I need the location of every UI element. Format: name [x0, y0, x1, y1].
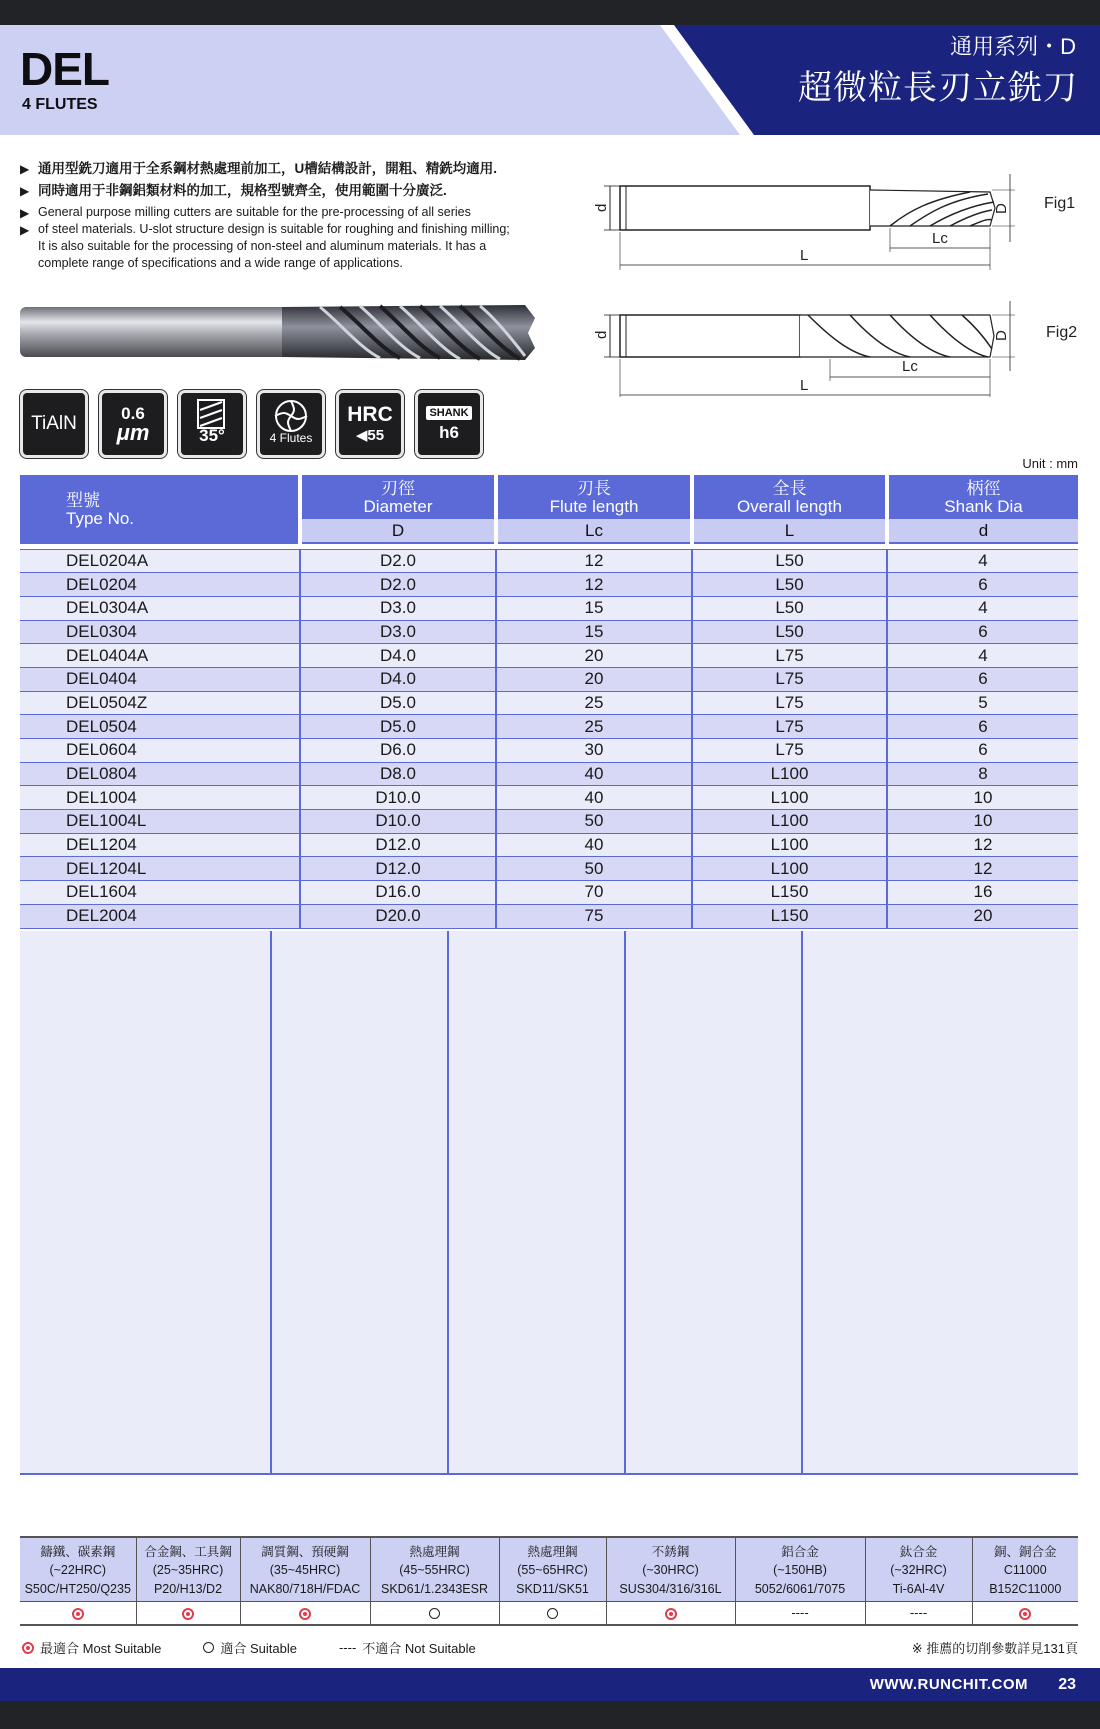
- top-dark-bar: [0, 0, 1100, 25]
- cell-shank-dia: 6: [887, 620, 1078, 644]
- cell-flute-length: 12: [496, 573, 692, 597]
- material-cell: 鈦合金 (~32HRC) Ti-6Al-4V: [865, 1537, 972, 1601]
- bullet-triangle-icon: ▶: [20, 162, 30, 176]
- unit-label: Unit : mm: [1022, 456, 1078, 471]
- desc-en-2: ▶ of steel materials. U-slot structure design is suitable for roughing and finishing milling;: [20, 222, 510, 237]
- bottom-dark-bar: [0, 1701, 1100, 1729]
- most-suitable-icon: [665, 1608, 677, 1620]
- most-suitable-icon: [22, 1642, 34, 1654]
- table-row: [20, 739, 1078, 763]
- cell-overall-length: L50: [692, 549, 887, 573]
- fig2-dim-lc: Lc: [902, 358, 918, 375]
- col-header-shank-dia: 柄徑 Shank Dia: [887, 475, 1078, 519]
- table-row: [20, 691, 1078, 715]
- fig2-dim-l: L: [800, 377, 809, 394]
- fig1-dim-l: L: [800, 247, 809, 264]
- cell-shank-dia: 6: [887, 739, 1078, 763]
- four-flute-cross-section-icon: [273, 399, 309, 433]
- desc-en-3: It is also suitable for the processing of non-steel and aluminum materials. It has a: [38, 239, 487, 253]
- table-empty-area: [20, 931, 1078, 1475]
- material-cell: 熱處理鋼 (55~65HRC) SKD11/SK51: [499, 1537, 606, 1601]
- website-url: WWW.RUNCHIT.COM: [869, 1676, 1028, 1693]
- cell-flute-length: 40: [496, 833, 692, 857]
- cell-shank-dia: 4: [887, 549, 1078, 573]
- cell-diameter: D20.0: [300, 904, 496, 928]
- table-row: [20, 762, 1078, 786]
- cell-type: DEL0604: [20, 739, 300, 763]
- fig2-drawing: [590, 297, 1020, 397]
- cell-shank-dia: 5: [887, 691, 1078, 715]
- shank-tolerance-badge: SHANK h6: [415, 390, 483, 458]
- helix-angle-badge: 35°: [178, 390, 246, 458]
- cell-diameter: D8.0: [300, 762, 496, 786]
- table-row: [20, 833, 1078, 857]
- hardness-badge: HRC ◀55: [336, 390, 404, 458]
- grain-size-badge: 0.6 μm: [99, 390, 167, 458]
- cell-diameter: D5.0: [300, 715, 496, 739]
- table-row: [20, 644, 1078, 668]
- material-cell: 調質鋼、預硬鋼 (35~45HRC) NAK80/718H/FDAC: [240, 1537, 370, 1601]
- cell-flute-length: 70: [496, 881, 692, 905]
- cell-flute-length: 25: [496, 715, 692, 739]
- not-suitable-icon: ----: [909, 1605, 928, 1621]
- cell-overall-length: L75: [692, 667, 887, 691]
- cell-diameter: D5.0: [300, 691, 496, 715]
- cell-shank-dia: 4: [887, 596, 1078, 620]
- cell-overall-length: L100: [692, 857, 887, 881]
- cell-flute-length: 40: [496, 762, 692, 786]
- cell-shank-dia: 16: [887, 881, 1078, 905]
- fig1-dim-D: D: [993, 203, 1010, 214]
- cell-type: DEL0404A: [20, 644, 300, 668]
- cell-overall-length: L50: [692, 620, 887, 644]
- cell-type: DEL2004: [20, 904, 300, 928]
- cell-type: DEL0204A: [20, 549, 300, 573]
- rating-cell: [972, 1601, 1078, 1625]
- col-header-type: 型號 Type No.: [20, 475, 300, 543]
- suitable-icon: [429, 1608, 440, 1619]
- fig1-drawing: [590, 170, 1020, 270]
- legend-most: 最適合 Most Suitable: [40, 1641, 162, 1656]
- cell-overall-length: L50: [692, 596, 887, 620]
- cell-flute-length: 20: [496, 644, 692, 668]
- cell-overall-length: L100: [692, 786, 887, 810]
- fig1-dim-d: d: [593, 203, 610, 212]
- cell-type: DEL1204L: [20, 857, 300, 881]
- most-suitable-icon: [1019, 1608, 1031, 1620]
- rating-cell: [136, 1601, 240, 1625]
- cell-diameter: D2.0: [300, 549, 496, 573]
- page-number: 23: [1058, 1676, 1076, 1693]
- cell-flute-length: 40: [496, 786, 692, 810]
- cell-flute-length: 25: [496, 691, 692, 715]
- table-row: [20, 904, 1078, 928]
- table-row: [20, 573, 1078, 597]
- cell-overall-length: L100: [692, 833, 887, 857]
- cell-diameter: D10.0: [300, 786, 496, 810]
- table-row: [20, 881, 1078, 905]
- cell-type: DEL0304A: [20, 596, 300, 620]
- cutting-params-note: ※ 推薦的切削參數詳見131頁: [911, 1641, 1078, 1656]
- table-row: [20, 596, 1078, 620]
- not-suitable-icon: ----: [791, 1605, 809, 1621]
- flute-count: 4 FLUTES: [22, 96, 98, 113]
- cell-overall-length: L50: [692, 573, 887, 597]
- col-symbol-Lc: Lc: [496, 519, 692, 543]
- col-header-overall-length: 全長 Overall length: [692, 475, 887, 519]
- table-row: [20, 857, 1078, 881]
- fig1-label: Fig1: [1044, 195, 1076, 212]
- desc-en-1: ▶ General purpose milling cutters are suitable for the pre-processing of all series: [20, 205, 471, 220]
- cell-shank-dia: 6: [887, 667, 1078, 691]
- material-cell: 不銹鋼 (~30HRC) SUS304/316/316L: [606, 1537, 735, 1601]
- cell-flute-length: 75: [496, 904, 692, 928]
- col-symbol-D: D: [300, 519, 496, 543]
- rating-cell: [499, 1601, 606, 1625]
- col-symbol-L: L: [692, 519, 887, 543]
- legend: [22, 1638, 476, 1657]
- cell-shank-dia: 12: [887, 857, 1078, 881]
- cell-type: DEL1004: [20, 786, 300, 810]
- cell-flute-length: 50: [496, 857, 692, 881]
- col-header-diameter: 刃徑 Diameter: [300, 475, 496, 519]
- table-row: [20, 715, 1078, 739]
- cell-shank-dia: 10: [887, 810, 1078, 834]
- cell-type: DEL1004L: [20, 810, 300, 834]
- rating-cell: [606, 1601, 735, 1625]
- end-mill-photo: [20, 298, 540, 368]
- material-cell: 鋁合金 (~150HB) 5052/6061/7075: [735, 1537, 865, 1601]
- col-symbol-d: d: [887, 519, 1078, 543]
- cell-type: DEL0404: [20, 667, 300, 691]
- most-suitable-icon: [182, 1608, 194, 1620]
- material-cell: 合金鋼、工具鋼 (25~35HRC) P20/H13/D2: [136, 1537, 240, 1601]
- cell-diameter: D4.0: [300, 667, 496, 691]
- cell-overall-length: L100: [692, 810, 887, 834]
- cell-flute-length: 30: [496, 739, 692, 763]
- table-row: [20, 620, 1078, 644]
- cell-diameter: D4.0: [300, 644, 496, 668]
- suitable-icon: [547, 1608, 558, 1619]
- cell-diameter: D2.0: [300, 573, 496, 597]
- cell-overall-length: L75: [692, 715, 887, 739]
- cell-flute-length: 12: [496, 549, 692, 573]
- cell-shank-dia: 12: [887, 833, 1078, 857]
- table-row: [20, 786, 1078, 810]
- cell-flute-length: 20: [496, 667, 692, 691]
- cell-overall-length: L150: [692, 881, 887, 905]
- cell-type: DEL0504: [20, 715, 300, 739]
- cell-overall-length: L150: [692, 904, 887, 928]
- cell-diameter: D10.0: [300, 810, 496, 834]
- cell-type: DEL1604: [20, 881, 300, 905]
- rating-cell: [370, 1601, 499, 1625]
- rating-cell: [865, 1601, 972, 1625]
- fig2-label: Fig2: [1046, 324, 1078, 341]
- most-suitable-icon: [72, 1608, 84, 1620]
- legend-suitable: 適合 Suitable: [220, 1641, 297, 1656]
- cell-diameter: D6.0: [300, 739, 496, 763]
- cell-shank-dia: 8: [887, 762, 1078, 786]
- cell-diameter: D12.0: [300, 857, 496, 881]
- series-label: 通用系列・D: [950, 34, 1076, 59]
- desc-cn-2: ▶ 同時適用于非鋼鋁類材料的加工，規格型號齊全，使用範圍十分廣泛.: [20, 183, 447, 198]
- table-row: [20, 549, 1078, 573]
- product-title: 超微粒長刃立銑刀: [798, 69, 1078, 107]
- cell-overall-length: L75: [692, 739, 887, 763]
- table-row: [20, 810, 1078, 834]
- table-row: [20, 667, 1078, 691]
- cell-flute-length: 15: [496, 596, 692, 620]
- most-suitable-icon: [299, 1608, 311, 1620]
- material-cell: 熱處理鋼 (45~55HRC) SKD61/1.2343ESR: [370, 1537, 499, 1601]
- rating-cell: [20, 1601, 136, 1625]
- product-code: DEL: [20, 43, 109, 95]
- spec-table: [20, 475, 1078, 929]
- material-cell: 銅、銅合金 C11000 B152C11000: [972, 1537, 1078, 1601]
- cell-shank-dia: 6: [887, 715, 1078, 739]
- material-suitability-table: [20, 1536, 1078, 1626]
- fig2-dim-D: D: [993, 330, 1010, 341]
- bullet-triangle-icon: ▶: [20, 184, 30, 198]
- flutes-badge: 4 Flutes: [257, 390, 325, 458]
- feature-badges: [20, 390, 483, 458]
- legend-not: 不適合 Not Suitable: [362, 1641, 476, 1656]
- cell-shank-dia: 20: [887, 904, 1078, 928]
- col-header-flute-length: 刃長 Flute length: [496, 475, 692, 519]
- cell-diameter: D12.0: [300, 833, 496, 857]
- rating-cell: [735, 1601, 865, 1625]
- rating-cell: [240, 1601, 370, 1625]
- cell-shank-dia: 6: [887, 573, 1078, 597]
- rating-row: [20, 1601, 1078, 1625]
- cell-overall-length: L75: [692, 644, 887, 668]
- description: [20, 160, 580, 272]
- bullet-triangle-icon: ▶: [20, 206, 30, 220]
- cell-flute-length: 50: [496, 810, 692, 834]
- fig1-dim-lc: Lc: [932, 230, 948, 247]
- cell-flute-length: 15: [496, 620, 692, 644]
- suitable-icon: [203, 1642, 214, 1653]
- desc-en-4: complete range of specifications and a wide range of applications.: [38, 256, 403, 270]
- cell-type: DEL0804: [20, 762, 300, 786]
- coating-badge: TiAlN: [20, 390, 88, 458]
- cell-shank-dia: 10: [887, 786, 1078, 810]
- cell-type: DEL0204: [20, 573, 300, 597]
- material-cell: 鑄鐵、碳素鋼 (~22HRC) S50C/HT250/Q235: [20, 1537, 136, 1601]
- cell-shank-dia: 4: [887, 644, 1078, 668]
- cell-type: DEL0504Z: [20, 691, 300, 715]
- desc-cn-1: ▶ 通用型銑刀適用于全系鋼材熱處理前加工，U槽結構設計，開粗、精銑均適用.: [20, 161, 497, 176]
- cell-diameter: D3.0: [300, 596, 496, 620]
- cell-overall-length: L75: [692, 691, 887, 715]
- cell-diameter: D3.0: [300, 620, 496, 644]
- cell-type: DEL0304: [20, 620, 300, 644]
- cell-type: DEL1204: [20, 833, 300, 857]
- cell-overall-length: L100: [692, 762, 887, 786]
- material-row: [20, 1537, 1078, 1601]
- cell-diameter: D16.0: [300, 881, 496, 905]
- bullet-triangle-icon: ▶: [20, 223, 30, 237]
- fig2-dim-d: d: [593, 330, 610, 339]
- not-suitable-icon: ----: [338, 1640, 357, 1655]
